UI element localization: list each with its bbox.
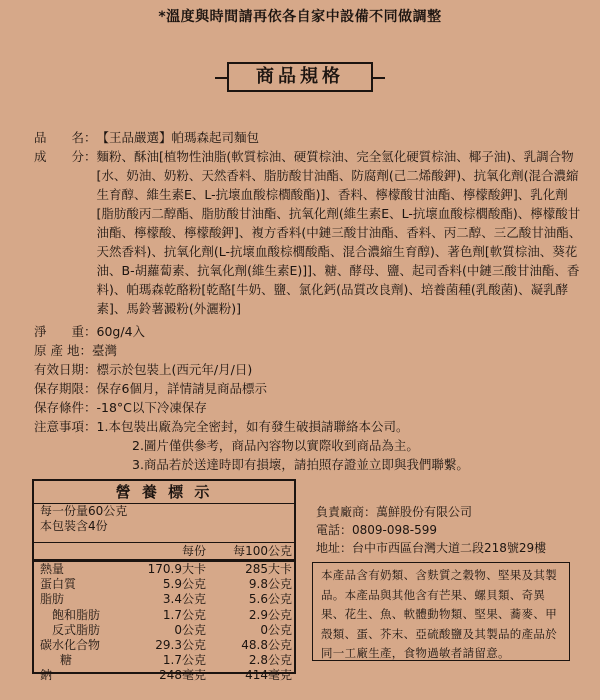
origin-row — [34, 341, 582, 360]
nutrition-row — [34, 653, 294, 668]
company-phone: 電話：0809-098-599 — [316, 523, 438, 537]
expiry-row — [34, 360, 582, 379]
nutrient-name: 糖 — [60, 653, 73, 668]
nutrient-per-100g: 0公克 — [260, 622, 292, 637]
nutrition-row — [34, 668, 294, 683]
nutrition-header — [34, 542, 294, 562]
product-name-label: 品 名： — [34, 130, 97, 145]
company-address: 地址：台中市西區台灣大道二段218號29樓 — [316, 541, 547, 555]
nutrition-table — [32, 479, 296, 683]
cooking-note: *溫度與時間請再依各自家中設備不同做調整 — [158, 9, 442, 25]
nutrient-per-100g: 48.8公克 — [241, 637, 292, 652]
nutrition-row — [34, 577, 294, 592]
nutrient-name: 碳水化合物 — [40, 637, 101, 652]
nutrient-name: 熱量 — [40, 562, 65, 576]
col-per-100g: 每100公克 — [233, 544, 292, 558]
storage: -18°C以下冷凍保存 — [96, 400, 207, 415]
nutrient-name: 飽和脂肪 — [52, 607, 101, 622]
warnings-label: 注意事項： — [34, 419, 97, 434]
product-info — [34, 128, 582, 474]
net-weight-row — [34, 322, 582, 341]
title-line-right — [373, 77, 385, 79]
serving-size: 每一份量60公克 — [40, 504, 128, 518]
title-line-left — [215, 77, 227, 79]
company-name: 負責廠商：萬鮮股份有限公司 — [316, 505, 473, 519]
net-weight-label: 淨 重： — [34, 324, 97, 339]
origin-label: 原 產 地： — [34, 343, 92, 358]
warning-item: 1.本包裝出廠為完全密封，如有發生破損請聯絡本公司。 — [96, 419, 409, 434]
warning-item: 2.圖片僅供參考，商品內容物以實際收到商品為主。 — [132, 438, 419, 453]
nutrient-name: 脂肪 — [40, 592, 65, 607]
expiry: 標示於包裝上(西元年/月/日) — [96, 362, 253, 377]
shelf-life: 保存6個月，詳情請見商品標示 — [96, 381, 267, 396]
origin: 臺灣 — [91, 343, 117, 358]
nutrient-per-serving: 170.9大卡 — [147, 562, 206, 576]
shelf-life-row — [34, 379, 582, 398]
nutrient-name: 鈉 — [40, 668, 53, 683]
nutrient-name: 反式脂肪 — [52, 622, 101, 637]
nutrient-per-100g: 2.9公克 — [248, 607, 292, 622]
ingredients-row — [34, 147, 582, 318]
product-name: 【王品嚴選】帕瑪森起司麵包 — [96, 130, 260, 145]
allergy-notice: 本產品含有奶類、含麩質之穀物、堅果及其製品。本產品與其他含有芒果、螺貝類、奇異果、花生、魚、軟體動物類、堅果、蕎麥、甲殼類、蛋、芥末、亞硫酸鹽及其製品的產品於同一工廠生產，食物過敏者請留意。 — [312, 562, 570, 661]
nutrient-name: 蛋白質 — [40, 577, 77, 592]
product-name-row — [34, 128, 582, 147]
nutrient-per-100g: 414毫克 — [245, 668, 292, 683]
nutrition-title: 營 養 標 示 — [34, 481, 294, 504]
nutrient-per-serving: 1.7公克 — [162, 607, 206, 622]
nutrition-row — [34, 608, 294, 623]
shelf-life-label: 保存期限： — [34, 381, 97, 396]
nutrition-row — [34, 592, 294, 607]
manufacturer-info — [316, 503, 546, 557]
nutrient-per-serving: 29.3公克 — [155, 637, 206, 652]
nutrition-row — [34, 623, 294, 638]
nutrient-per-100g: 9.8公克 — [248, 577, 292, 592]
nutrition-rows — [34, 562, 294, 684]
ingredients-label: 成 分： — [34, 149, 97, 164]
nutrient-per-serving: 3.4公克 — [162, 592, 206, 607]
warnings-row — [34, 417, 582, 436]
net-weight: 60g/4入 — [96, 324, 146, 339]
expiry-label: 有效日期： — [34, 362, 97, 377]
col-per-serving: 每份 — [181, 544, 206, 558]
nutrient-per-100g: 2.8公克 — [248, 653, 292, 668]
ingredients-text: 麵粉、酥油[植物性油脂(軟質棕油、硬質棕油、完全氫化硬質棕油、椰子油)、乳調合物[水、奶油、奶粉、天然香料、脂肪酸甘油酯、防腐劑(己二烯酸鉀)、抗氧化劑(混合濃縮生育醇、維生素E、L-抗壞血酸棕櫚酸酯)]、香料、檸檬酸甘油酯、檸檬酸鉀]、乳化劑[脂肪酸丙二醇酯、脂肪酸甘油酯、抗氧化劑(維生素E、L-抗壞血酸棕櫚酸酯)、檸檬酸甘油酯、檸檬酸、檸檬酸鉀]、複方香料(中鏈三酸甘油酯、香料、丙二醇、三乙酸甘油酯、天然香料)、抗氧化劑(L-抗壞血酸棕櫚酸酯、混合濃縮生育醇)、著色劑[軟質棕油、葵花油、B-胡蘿蔔素、抗氧化劑(維生素E)]]、糖、酵母、鹽、起司香料(中鏈三酸甘油酯、香料)、帕瑪森乾酪粉[乾酪[牛奶、鹽、氯化鈣(品質改良劑)、培養菌種(乳酸菌)、凝乳酵素]、馬鈴薯澱粉(外灑粉)] — [96, 149, 582, 316]
nutrient-per-serving: 1.7公克 — [162, 653, 206, 668]
spec-title: 商品規格 — [227, 62, 373, 92]
nutrient-per-100g: 285大卡 — [245, 562, 292, 576]
servings-per-pack: 本包裝含4份 — [40, 519, 108, 533]
nutrient-per-serving: 0公克 — [174, 622, 206, 637]
nutrition-row — [34, 562, 294, 577]
spec-title-frame — [215, 58, 385, 96]
storage-row — [34, 398, 582, 417]
warning-item: 3.商品若於送達時即有損壞，請拍照存證並立即與我們聯繫。 — [132, 457, 469, 472]
nutrient-per-serving: 5.9公克 — [162, 577, 206, 592]
nutrient-per-100g: 5.6公克 — [248, 592, 292, 607]
nutrient-per-serving: 248毫克 — [159, 668, 206, 683]
storage-label: 保存條件： — [34, 400, 97, 415]
nutrition-row — [34, 638, 294, 653]
